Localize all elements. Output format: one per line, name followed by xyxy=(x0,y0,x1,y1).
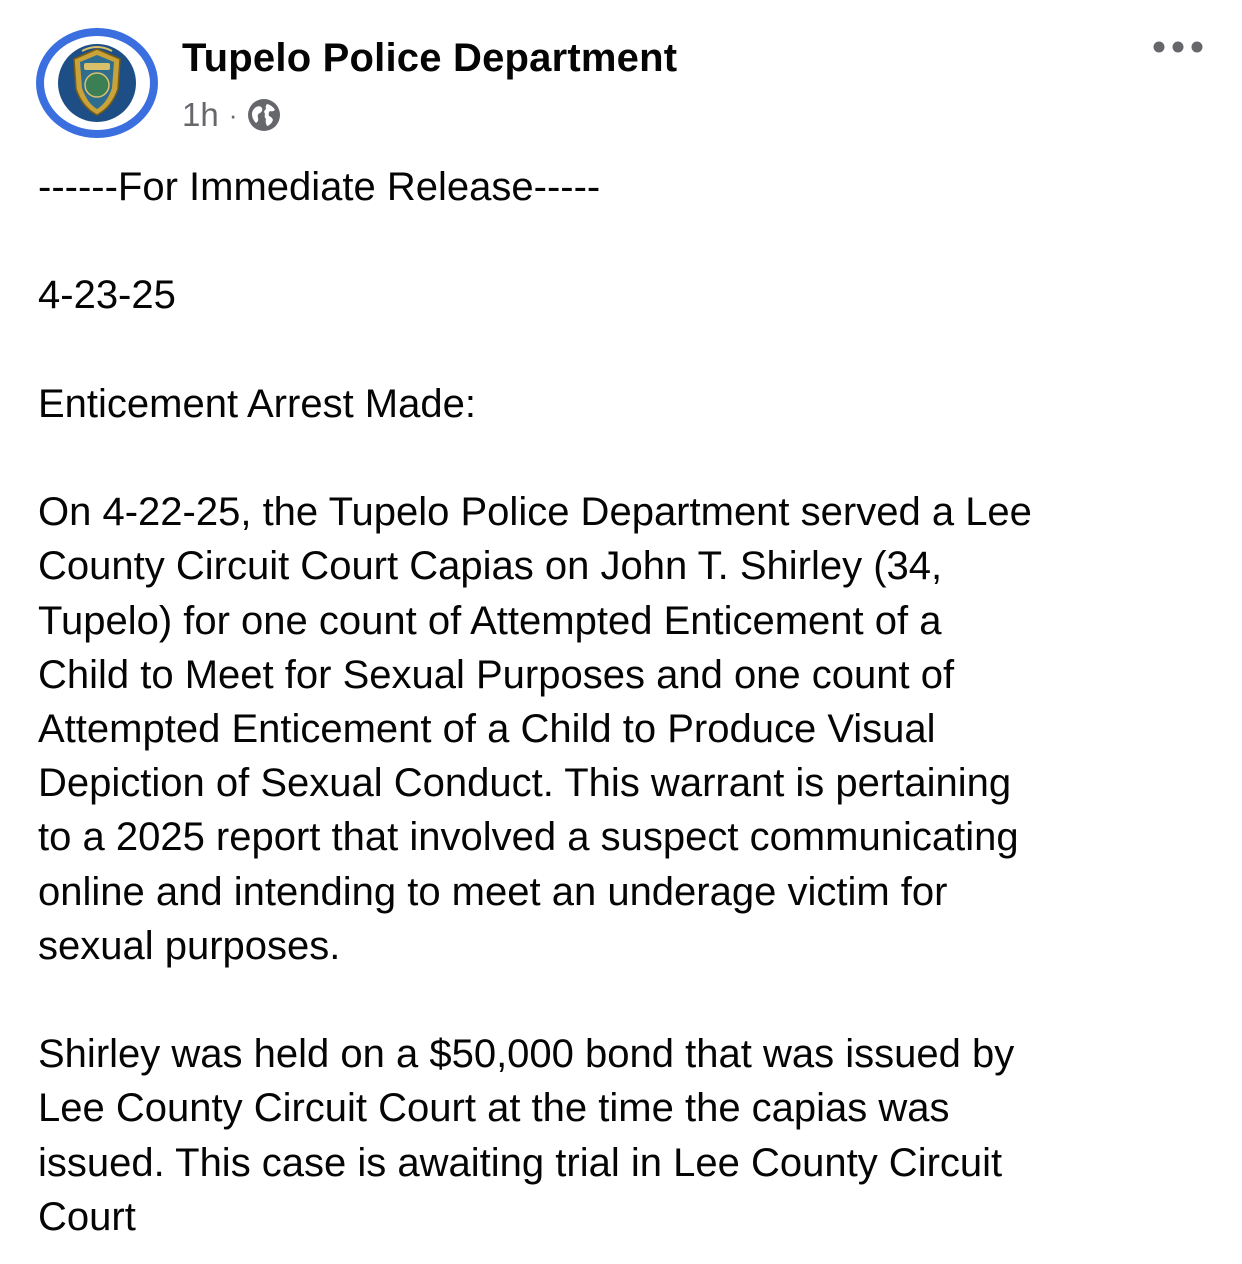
post-timestamp[interactable]: 1h xyxy=(182,96,219,133)
police-badge-logo xyxy=(54,43,140,123)
page-avatar[interactable] xyxy=(36,28,158,138)
more-horizontal-icon xyxy=(1151,40,1205,54)
avatar-frame xyxy=(44,36,150,130)
more-options-button[interactable] xyxy=(1148,32,1208,62)
globe-icon xyxy=(247,98,281,132)
post-body-text: ------For Immediate Release----- 4-23-25 Enticement Arrest Made: On 4-22-25, the Tupelo Police Department served a Lee County Circuit Court Capias on John T. Shirley (34, Tupelo) for one count of Attempted Enticement of a Child to Meet for Sexual Purposes and one count of Attempted Enticement of a Child to Produce Visual Depiction of Sexual Conduct. This warrant is pertaining to a 2025 report that involved a suspect communicating online and intending to meet an underage victim for sexual purposes. Shirley was held on a $50,000 bond that was issued by Lee County Circuit Court at the time the capias was issued. This case is awaiting trial in Lee County Circuit Court xyxy=(38,165,1032,1239)
page-name-link[interactable]: Tupelo Police Department xyxy=(182,36,678,80)
meta-separator: · xyxy=(228,99,238,130)
post-meta xyxy=(182,95,281,135)
